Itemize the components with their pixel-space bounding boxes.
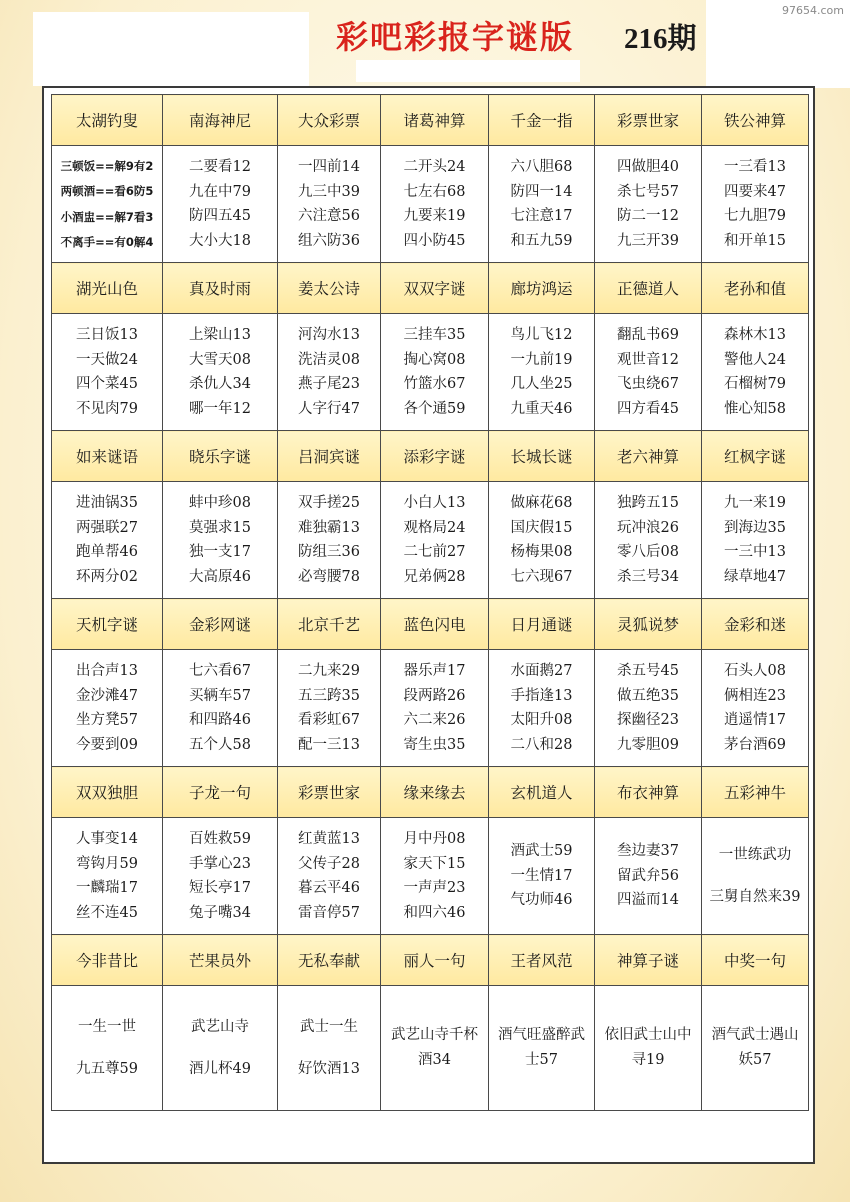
column-header: 老六神算: [595, 431, 702, 482]
riddle-cell: [489, 650, 595, 767]
riddle-lines: [595, 326, 701, 418]
riddle-line: 酒儿杯49: [189, 1061, 251, 1077]
column-header: 彩票世家: [278, 767, 381, 818]
riddle-line: 和四六46: [403, 904, 466, 921]
riddle-cell: [278, 986, 381, 1111]
column-header: 神算子谜: [595, 935, 702, 986]
riddle-line: 竹篮水67: [403, 376, 466, 392]
riddle-line: 二开头24: [403, 159, 466, 175]
riddle-lines: [489, 1023, 594, 1073]
riddle-line: 大雪天08: [189, 351, 251, 368]
riddle-line: 家天下15: [403, 855, 466, 872]
riddle-cell: [595, 146, 702, 263]
riddle-cell: [52, 650, 163, 767]
column-header: 南海神尼: [163, 95, 278, 146]
riddle-line: 燕子尾23: [298, 376, 360, 392]
riddle-line: 惟心知58: [724, 400, 786, 417]
riddle-line: 酒气武士遇山妖57: [711, 1027, 799, 1068]
column-header: 长城长谜: [489, 431, 595, 482]
riddle-line: 丝不连45: [76, 904, 138, 921]
riddle-line: 一九前19: [510, 351, 573, 368]
riddle-line: 各个通59: [403, 400, 466, 417]
riddle-line: 四个菜45: [76, 376, 138, 392]
riddle-line: 石头人08: [724, 663, 786, 679]
riddle-cell: [489, 146, 595, 263]
riddle-line: 杀七号57: [617, 183, 679, 200]
riddle-line: 玩冲浪26: [617, 519, 679, 536]
riddle-lines: [163, 662, 277, 754]
riddle-line: 九在中79: [189, 183, 251, 200]
riddle-line: 双手搓25: [298, 495, 360, 511]
column-header: 大众彩票: [278, 95, 381, 146]
riddle-line: 莫强求15: [189, 519, 251, 536]
column-header: 天机字谜: [52, 599, 163, 650]
riddle-line: 九五尊59: [76, 1061, 138, 1077]
riddle-lines: [489, 158, 594, 250]
riddle-line: 留武弁56: [617, 867, 679, 884]
header-row: [52, 935, 809, 986]
riddle-line: 做五绝35: [617, 687, 679, 704]
riddle-line: 两顿酒==看6防5: [60, 184, 154, 198]
riddle-line: 杀仇人34: [189, 376, 251, 392]
riddle-lines: [595, 494, 701, 586]
riddle-cell: [52, 818, 163, 935]
riddle-line: 配一三13: [298, 736, 360, 753]
riddle-lines: [381, 830, 488, 922]
riddle-line: 杀五号45: [617, 663, 679, 679]
riddle-line: 小酒盅==解7看3: [60, 209, 154, 224]
riddle-line: 必弯腰78: [298, 568, 360, 585]
riddle-cell: [278, 818, 381, 935]
riddle-cell: [702, 482, 809, 599]
riddle-cell: [702, 818, 809, 935]
riddle-line: 九一来19: [724, 495, 786, 511]
column-header: 布衣神算: [595, 767, 702, 818]
riddle-cell: [595, 482, 702, 599]
riddle-line: 四要来47: [724, 183, 786, 200]
riddle-line: 难独霸13: [298, 519, 360, 536]
riddle-cell: [702, 146, 809, 263]
column-header: 中奖一句: [702, 935, 809, 986]
riddle-cell: [278, 146, 381, 263]
riddle-line: 七左右68: [403, 183, 466, 200]
riddle-line: 月中丹08: [403, 831, 466, 847]
column-header: 丽人一句: [381, 935, 489, 986]
riddle-cell: [489, 986, 595, 1111]
riddle-lines: [702, 158, 808, 250]
column-header: 双双独胆: [52, 767, 163, 818]
riddle-line: 不离手==有0解4: [60, 235, 154, 249]
column-header: 子龙一句: [163, 767, 278, 818]
riddle-cell: [595, 314, 702, 431]
column-header: 真及时雨: [163, 263, 278, 314]
riddle-line: 九三中39: [298, 183, 360, 200]
riddle-line: 四小防45: [403, 232, 466, 249]
riddle-line: 茅台酒69: [724, 736, 786, 753]
riddle-lines: [702, 1023, 808, 1073]
riddle-line: 防四五45: [189, 208, 251, 224]
riddle-line: 上梁山13: [189, 327, 251, 343]
column-header: 北京千艺: [278, 599, 381, 650]
riddle-lines: [163, 326, 277, 418]
riddle-line: 七注意17: [510, 208, 573, 224]
riddle-lines: [163, 1018, 277, 1079]
riddle-line: 洗洁灵08: [298, 351, 360, 368]
riddle-line: 暮云平46: [298, 880, 360, 896]
riddle-line: 环两分02: [76, 568, 138, 585]
riddle-line: 三挂车35: [403, 327, 466, 343]
riddle-row: [52, 986, 809, 1111]
riddle-lines: [278, 158, 380, 250]
riddle-line: 一三中13: [724, 544, 786, 560]
riddle-line: 杨梅果08: [510, 544, 573, 560]
riddle-line: 三顿饭==解9有2: [60, 158, 154, 173]
riddle-cell: [595, 650, 702, 767]
riddle-lines: [381, 494, 488, 586]
column-header: 今非昔比: [52, 935, 163, 986]
column-header: 红枫字谜: [702, 431, 809, 482]
riddle-line: 今要到09: [76, 736, 138, 753]
riddle-cell: [702, 650, 809, 767]
riddle-line: 五三跨35: [298, 687, 360, 704]
riddle-line: 掏心窝08: [403, 351, 466, 368]
riddle-line: 坐方凳57: [76, 712, 138, 728]
blank-panel-middle: [356, 60, 580, 82]
riddle-lines: [163, 158, 277, 250]
riddle-line: 俩相连23: [724, 687, 786, 704]
riddle-cell: [595, 986, 702, 1111]
riddle-line: 两强联27: [76, 519, 138, 536]
riddle-line: 五个人58: [189, 736, 251, 753]
riddle-row: [52, 314, 809, 431]
riddle-line: 一世练武功: [718, 846, 792, 863]
column-header: 廊坊鸿运: [489, 263, 595, 314]
riddle-cell: [278, 314, 381, 431]
page-title: 彩吧彩报字谜版: [336, 18, 575, 56]
riddle-line: 进油锅35: [76, 495, 138, 511]
riddle-line: 几人坐25: [510, 376, 573, 392]
riddle-cell: [381, 650, 489, 767]
riddle-line: 雷音停57: [298, 904, 360, 921]
header-row: [52, 767, 809, 818]
riddle-lines: [163, 494, 277, 586]
column-header: 日月通谜: [489, 599, 595, 650]
riddle-line: 跑单帮46: [76, 544, 138, 560]
riddle-cell: [52, 482, 163, 599]
riddle-line: 翻乱书69: [617, 327, 679, 343]
riddle-line: 买辆车57: [189, 687, 251, 704]
riddle-line: 手掌心23: [189, 855, 251, 872]
column-header: 诸葛神算: [381, 95, 489, 146]
riddle-lines: [489, 494, 594, 586]
riddle-line: 寄生虫35: [403, 736, 466, 753]
riddle-line: 三日饭13: [76, 327, 138, 343]
riddle-line: 一天做24: [76, 351, 138, 368]
column-header: 王者风范: [489, 935, 595, 986]
riddle-line: 手指逢13: [510, 687, 573, 704]
riddle-line: 四方看45: [617, 400, 679, 417]
riddle-cell: [278, 482, 381, 599]
riddle-lines: [381, 158, 488, 250]
column-header: 金彩和迷: [702, 599, 809, 650]
riddle-line: 气功师46: [510, 892, 573, 909]
riddle-line: 三舅自然来39: [709, 889, 801, 905]
riddle-row: [52, 818, 809, 935]
riddle-cell: [52, 146, 163, 263]
riddle-cell: [163, 314, 278, 431]
riddle-line: 酒武士59: [510, 843, 573, 860]
riddle-cell: [52, 314, 163, 431]
header-row: [52, 95, 809, 146]
riddle-line: 人字行47: [298, 400, 360, 417]
riddle-row: [52, 650, 809, 767]
riddle-line: 金沙滩47: [76, 687, 138, 704]
issue-number: 216期: [624, 23, 697, 55]
column-header: 蓝色闪电: [381, 599, 489, 650]
riddle-line: 九零胆09: [617, 736, 679, 753]
column-header: 姜太公诗: [278, 263, 381, 314]
riddle-line: 做麻花68: [510, 495, 573, 511]
riddle-line: 六注意56: [298, 208, 360, 224]
riddle-line: 段两路26: [403, 687, 466, 704]
riddle-line: 不见肉79: [76, 400, 138, 417]
riddle-lines: [52, 157, 162, 252]
riddle-cell: [381, 482, 489, 599]
riddle-cell: [52, 986, 163, 1111]
riddle-cell: [163, 650, 278, 767]
riddle-lines: [52, 830, 162, 922]
riddle-line: 出合声13: [76, 663, 138, 679]
riddle-line: 器乐声17: [403, 663, 466, 679]
riddle-line: 武艺山寺: [191, 1018, 249, 1035]
column-header: 双双字谜: [381, 263, 489, 314]
riddle-line: 飞虫绕67: [617, 376, 679, 392]
riddle-cell: [278, 650, 381, 767]
header-row: [52, 263, 809, 314]
riddle-line: 武士一生: [300, 1018, 358, 1035]
riddle-cell: [381, 986, 489, 1111]
riddle-line: 兔子嘴34: [189, 904, 251, 921]
riddle-lines: [278, 662, 380, 754]
column-header: 彩票世家: [595, 95, 702, 146]
riddle-cell: [595, 818, 702, 935]
riddle-line: 和四路46: [189, 712, 251, 728]
riddle-line: 独一支17: [189, 544, 251, 560]
riddle-lines: [702, 846, 808, 907]
riddle-line: 零八后08: [617, 544, 679, 560]
riddle-line: 二八和28: [510, 736, 573, 753]
riddle-line: 石榴树79: [724, 376, 786, 392]
riddle-line: 大高原46: [189, 568, 251, 585]
riddle-line: 四溢而14: [617, 892, 679, 909]
riddle-line: 防组三36: [298, 544, 360, 560]
column-header: 添彩字谜: [381, 431, 489, 482]
riddle-line: 哪一年12: [189, 400, 251, 417]
header-row: [52, 599, 809, 650]
column-header: 五彩神牛: [702, 767, 809, 818]
riddle-lines: [595, 158, 701, 250]
riddle-lines: [278, 1018, 380, 1079]
riddle-line: 七九胆79: [724, 208, 786, 224]
column-header: 如来谜语: [52, 431, 163, 482]
riddle-line: 水面鹅27: [510, 663, 573, 679]
riddle-line: 红黄蓝13: [298, 831, 360, 847]
column-header: 晓乐字谜: [163, 431, 278, 482]
riddle-line: 酒气旺盛醉武士57: [498, 1027, 585, 1068]
riddle-line: 四做胆40: [617, 159, 679, 175]
riddle-line: 兄弟俩28: [403, 568, 466, 585]
riddle-lines: [489, 662, 594, 754]
riddle-line: 探幽径23: [617, 712, 679, 728]
riddle-cell: [702, 314, 809, 431]
riddle-line: 一生一世: [78, 1018, 136, 1035]
column-header: 湖光山色: [52, 263, 163, 314]
riddle-lines: [163, 830, 277, 922]
riddle-line: 组六防36: [298, 232, 360, 249]
riddle-lines: [489, 326, 594, 418]
riddle-line: 太阳升08: [510, 712, 573, 728]
riddle-line: 一生情17: [510, 867, 573, 884]
riddle-cell: [163, 146, 278, 263]
riddle-cell: [489, 314, 595, 431]
riddle-line: 七六看67: [189, 663, 251, 679]
riddle-cell: [163, 818, 278, 935]
column-header: 吕洞宾谜: [278, 431, 381, 482]
site-watermark: 97654.com: [782, 4, 844, 17]
riddle-line: 叁边妻37: [617, 843, 679, 860]
riddle-line: 武艺山寺千杯酒34: [391, 1027, 478, 1068]
riddle-lines: [381, 1023, 488, 1073]
column-header: 正德道人: [595, 263, 702, 314]
riddle-line: 二九来29: [298, 663, 360, 679]
riddle-row: [52, 146, 809, 263]
column-header: 缘来缘去: [381, 767, 489, 818]
riddle-lines: [702, 494, 808, 586]
riddle-line: 弯钩月59: [76, 855, 138, 872]
riddle-lines: [52, 1018, 162, 1079]
riddle-table: [51, 94, 809, 1111]
riddle-line: 蚌中珍08: [189, 495, 251, 511]
riddle-line: 人事变14: [76, 831, 138, 847]
riddle-lines: [52, 494, 162, 586]
riddle-line: 独跨五15: [617, 495, 679, 511]
riddle-line: 短长亭17: [189, 880, 251, 896]
riddle-line: 依旧武士山中寻19: [604, 1027, 692, 1068]
riddle-line: 二七前27: [403, 544, 466, 560]
riddle-cell: [489, 482, 595, 599]
riddle-lines: [278, 326, 380, 418]
riddle-line: 观格局24: [403, 519, 466, 536]
riddle-cell: [163, 482, 278, 599]
riddle-line: 一四前14: [298, 159, 360, 175]
riddle-line: 好饮酒13: [298, 1061, 360, 1077]
riddle-cell: [489, 818, 595, 935]
column-header: 老孙和值: [702, 263, 809, 314]
riddle-lines: [52, 326, 162, 418]
riddle-line: 一声声23: [403, 880, 466, 896]
riddle-line: 防二一12: [617, 208, 679, 224]
blank-panel-left: [33, 12, 309, 86]
riddle-line: 百姓救59: [189, 831, 251, 847]
riddle-line: 六二来26: [403, 712, 466, 728]
riddle-line: 大小大18: [189, 232, 251, 249]
riddle-cell: [163, 986, 278, 1111]
riddle-line: 七六现67: [510, 568, 573, 585]
riddle-line: 父传子28: [298, 855, 360, 872]
riddle-line: 九要来19: [403, 208, 466, 224]
riddle-line: 逍遥情17: [724, 712, 786, 728]
riddle-line: 绿草地47: [724, 568, 786, 585]
column-header: 灵狐说梦: [595, 599, 702, 650]
riddle-line: 杀三号34: [617, 568, 679, 585]
column-header: 金彩网谜: [163, 599, 278, 650]
riddle-line: 河沟水13: [298, 327, 360, 343]
riddle-lines: [595, 1023, 701, 1073]
riddle-line: 到海边35: [724, 519, 786, 536]
riddle-cell: [381, 146, 489, 263]
riddle-lines: [52, 662, 162, 754]
header-row: [52, 431, 809, 482]
riddle-line: 看彩虹67: [298, 712, 360, 728]
riddle-line: 九重天46: [510, 400, 573, 417]
riddle-line: 警他人24: [724, 351, 786, 368]
riddle-line: 和开单15: [724, 232, 786, 249]
column-header: 千金一指: [489, 95, 595, 146]
riddle-line: 森林木13: [724, 327, 786, 343]
riddle-line: 防四一14: [510, 183, 573, 200]
riddle-line: 鸟儿飞12: [510, 327, 573, 343]
column-header: 无私奉献: [278, 935, 381, 986]
riddle-line: 六八胆68: [510, 159, 573, 175]
column-header: 铁公神算: [702, 95, 809, 146]
riddle-cell: [381, 314, 489, 431]
riddle-cell: [702, 986, 809, 1111]
riddle-lines: [278, 494, 380, 586]
riddle-lines: [381, 326, 488, 418]
riddle-line: 和五九59: [510, 232, 573, 249]
column-header: 玄机道人: [489, 767, 595, 818]
column-header: 太湖钓叟: [52, 95, 163, 146]
riddle-lines: [595, 842, 701, 910]
riddle-lines: [702, 326, 808, 418]
riddle-row: [52, 482, 809, 599]
column-header: 芒果员外: [163, 935, 278, 986]
riddle-line: 二要看12: [189, 159, 251, 175]
riddle-lines: [278, 830, 380, 922]
riddle-cell: [381, 818, 489, 935]
riddle-line: 九三开39: [617, 232, 679, 249]
riddle-lines: [702, 662, 808, 754]
riddle-lines: [489, 842, 594, 910]
riddle-lines: [595, 662, 701, 754]
riddle-line: 国庆假15: [510, 519, 573, 536]
riddle-lines: [381, 662, 488, 754]
riddle-line: 小白人13: [403, 495, 466, 511]
riddle-line: 一麟瑞17: [76, 880, 138, 896]
riddle-line: 一三看13: [724, 159, 786, 175]
riddle-line: 观世音12: [617, 351, 679, 368]
